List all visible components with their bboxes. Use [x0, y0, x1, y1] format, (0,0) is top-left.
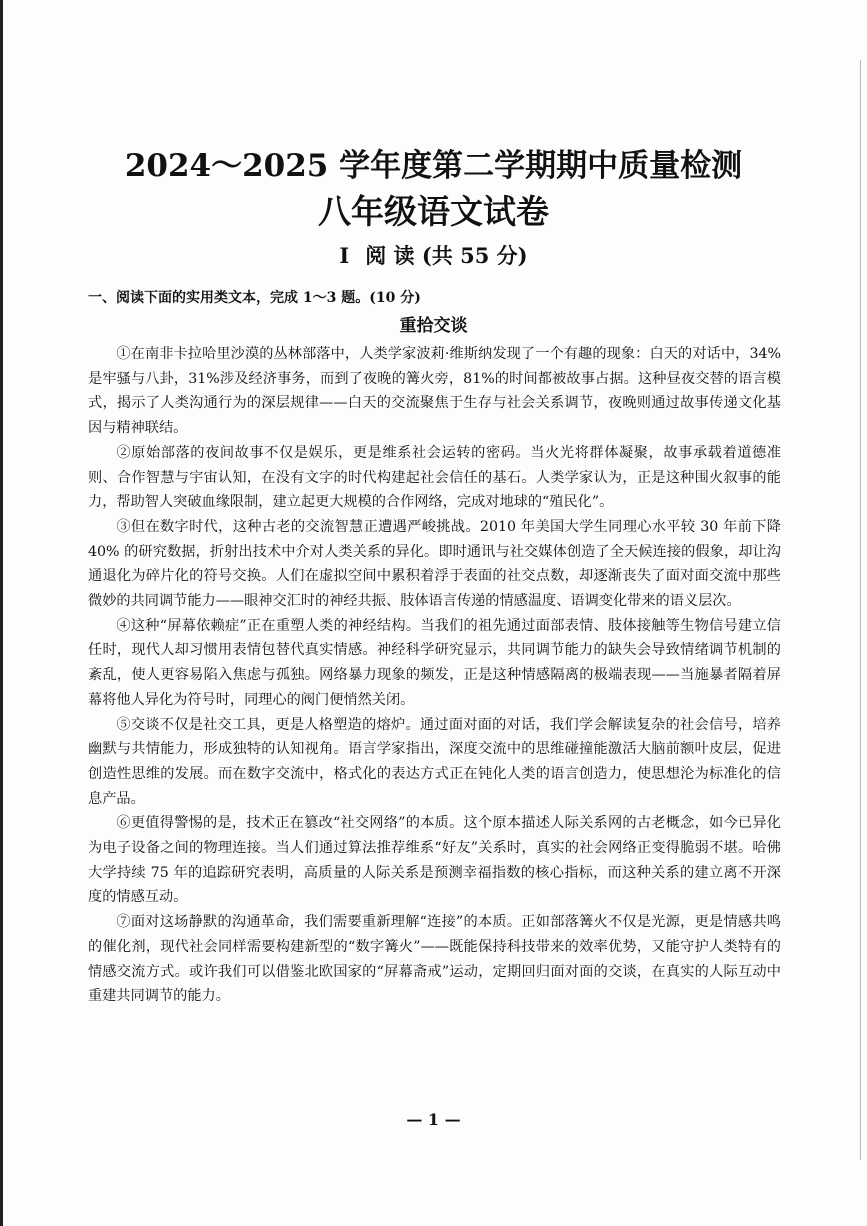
paragraph-7: ⑦面对这场静默的沟通革命，我们需要重新理解“连接”的本质。正如部落篝火不仅是光源，更是情感共鸣的催化剂，现代社会同样需要构建新型的“数字篝火”——既能保持科技带来的效率优势，又能守护人类特有的情感交流方式。或许我们可以借鉴北欧国家的“屏幕斋戒”运动，定期回归面对面的交谈，在真实的人际互动中重建共同调节的能力。: [88, 914, 781, 1005]
paragraph-6: ⑥更值得警惕的是，技术正在篡改“社交网络”的本质。这个原本描述人际关系网的古老概念，如今已异化为电子设备之间的物理连接。当人们通过算法推荐维系“好友”关系时，真实的社会网络正变得脆弱不堪。哈佛大学持续 75 年的追踪研究表明，高质量的人际关系是预测幸福指数的核心指标，而这种关系的建立离不开深度的情感互动。: [88, 815, 781, 906]
exam-subtitle: 八年级语文试卷: [318, 192, 549, 231]
paragraph-4: ④这种“屏幕依赖症”正在重塑人类的神经结构。当我们的祖先通过面部表情、肢体接触等生物信号建立信任时，现代人却习惯用表情包替代真实情感。神经科学研究显示，共同调节能力的缺失会导致情绪调节机制的紊乱，使人更容易陷入焦虑与孤独。网络暴力现象的频发，正是这种情感隔离的极端表现——当施暴者隔着屏幕将他人异化为符号时，同理心的阀门便悄然关闭。: [88, 617, 781, 708]
paragraph-2: ②原始部落的夜间故事不仅是娱乐，更是维系社会运转的密码。当火光将群体凝聚，故事承载着道德准则、合作智慧与宇宙认知，在没有文字的时代构建起社会信任的基石。人类学家认为，正是这种围火叙事的能力，帮助智人突破血缘限制，建立起更大规模的合作网络，完成对地球的“殖民化”。: [88, 444, 781, 511]
paragraph-5: ⑤交谈不仅是社交工具，更是人格塑造的熔炉。通过面对面的对话，我们学会解读复杂的社会信号，培养幽默与共情能力，形成独特的认知视角。语言学家指出，深度交流中的思维碰撞能激活大脑前额叶皮层，促进创造性思维的发展。而在数字交流中，格式化的表达方式正在钝化人类的语言创造力，使思想沦为标准化的信息产品。: [88, 716, 781, 807]
question-instruction: 一、阅读下面的实用类文本，完成 1～3 题。(10 分): [88, 290, 421, 306]
section-label: 阅 读 (共 55 分): [365, 243, 528, 268]
paragraph-3: ③但在数字时代，这种古老的交流智慧正遭遇严峻挑战。2010 年美国大学生同理心水平较 30 年前下降 40% 的研究数据，折射出技术中介对人类关系的异化。即时通讯与社交媒体创造了全天候连接的假象，却让沟通退化为碎片化的符号交换。人们在虚拟空间中累积着浮于表面的社交点数，却逐渐丧失了面对面交流中那些微妙的共同调节能力——眼神交汇时的神经共振、肢体语言传递的情感温度、语调变化带来的语义层次。: [88, 518, 781, 610]
paragraph-1: ①在南非卡拉哈里沙漠的丛林部落中，人类学家波莉·维斯纳发现了一个有趣的现象：白天的对话中，34%是牢骚与八卦，31%涉及经济事务，而到了夜晚的篝火旁，81%的时间都被故事占据。这种昼夜交替的语言模式，揭示了人类沟通行为的深层规律——白天的交流聚焦于生存与社会关系调节，夜晚则通过故事传递文化基因与精神联结。: [88, 346, 781, 437]
article-title: 重拾交谈: [399, 316, 468, 336]
section-number: Ⅰ: [339, 243, 350, 268]
page-number: — 1 —: [406, 1110, 461, 1129]
exam-title: 2024～2025 学年度第二学期期中质量检测: [124, 148, 743, 184]
article-body: [88, 342, 781, 1009]
section-heading: [0, 241, 867, 271]
